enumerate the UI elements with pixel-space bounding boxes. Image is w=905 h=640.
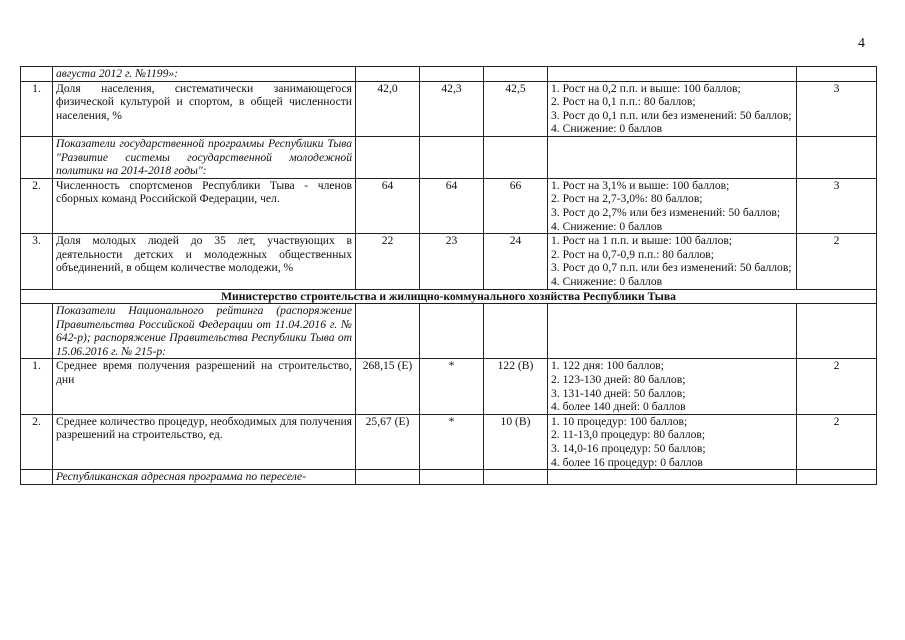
criteria-cell bbox=[548, 178, 797, 233]
criteria-line: 1. Рост на 1 п.п. и выше: 100 баллов; bbox=[551, 234, 733, 248]
subheader-text: Республиканская адресная программа по переселе- bbox=[53, 470, 356, 485]
criteria-line: 2. Рост на 0,7-0,9 п.п.: 80 баллов; bbox=[551, 247, 714, 261]
criteria-cell bbox=[548, 359, 797, 414]
indicator-name: Численность спортсменов Республики Тыва - членов сборных команд Российской Федерации, чел. bbox=[53, 178, 356, 233]
empty-cell bbox=[797, 67, 877, 82]
criteria-line: 1. 10 процедур: 100 баллов; bbox=[551, 414, 688, 428]
criteria-line: 2. 123-130 дней: 80 баллов; bbox=[551, 373, 686, 387]
criteria-line: 3. 14,0-16 процедур: 50 баллов; bbox=[551, 442, 706, 456]
empty-cell bbox=[356, 304, 420, 359]
empty-cell bbox=[484, 304, 548, 359]
score-cell: 3 bbox=[797, 81, 877, 136]
table-row bbox=[21, 234, 877, 289]
value-2: 42,3 bbox=[420, 81, 484, 136]
empty-cell bbox=[356, 470, 420, 485]
table-row bbox=[21, 136, 877, 178]
empty-cell bbox=[21, 304, 53, 359]
criteria-line: 3. Рост до 2,7% или без изменений: 50 баллов; bbox=[551, 205, 781, 219]
subheader-text: августа 2012 г. №1199»: bbox=[53, 67, 356, 82]
row-number: 3. bbox=[21, 234, 53, 289]
criteria-line: 1. 122 дня: 100 баллов; bbox=[551, 359, 664, 373]
row-number: 1. bbox=[21, 359, 53, 414]
indicator-name: Среднее количество процедур, необходимых для получения разрешений на строительство, ед. bbox=[53, 414, 356, 469]
value-3: 10 (В) bbox=[484, 414, 548, 469]
criteria-cell bbox=[548, 414, 797, 469]
criteria-line: 2. Рост на 2,7-3,0%: 80 баллов; bbox=[551, 192, 703, 206]
indicators-table bbox=[20, 66, 877, 485]
empty-cell bbox=[548, 67, 797, 82]
empty-cell bbox=[797, 136, 877, 178]
empty-cell bbox=[21, 67, 53, 82]
empty-cell bbox=[797, 304, 877, 359]
empty-cell bbox=[356, 136, 420, 178]
value-2: * bbox=[420, 359, 484, 414]
criteria-line: 1. Рост на 3,1% и выше: 100 баллов; bbox=[551, 178, 730, 192]
empty-cell bbox=[548, 470, 797, 485]
value-2: 23 bbox=[420, 234, 484, 289]
value-1: 25,67 (Е) bbox=[356, 414, 420, 469]
empty-cell bbox=[21, 136, 53, 178]
empty-cell bbox=[420, 304, 484, 359]
criteria-line: 2. Рост на 0,1 п.п.: 80 баллов; bbox=[551, 95, 696, 109]
empty-cell bbox=[548, 136, 797, 178]
section-heading: Министерство строительства и жилищно-коммунального хозяйства Республики Тыва bbox=[21, 289, 877, 304]
indicator-name: Доля молодых людей до 35 лет, участвующих в деятельности детских и молодежных общественных объединений, в общем количестве молодежи, % bbox=[53, 234, 356, 289]
criteria-line: 4. Снижение: 0 баллов bbox=[551, 219, 663, 233]
score-cell: 2 bbox=[797, 414, 877, 469]
subheader-text: Показатели государственной программы Республики Тыва "Развитие системы государственной молодежной политики на 2014-2018 годы": bbox=[53, 136, 356, 178]
row-number: 2. bbox=[21, 178, 53, 233]
value-3: 66 bbox=[484, 178, 548, 233]
row-number: 1. bbox=[21, 81, 53, 136]
criteria-line: 4. более 140 дней: 0 баллов bbox=[551, 400, 686, 414]
indicators-table-body bbox=[21, 67, 877, 485]
criteria-cell bbox=[548, 81, 797, 136]
score-cell: 2 bbox=[797, 234, 877, 289]
value-3: 42,5 bbox=[484, 81, 548, 136]
score-cell: 3 bbox=[797, 178, 877, 233]
subheader-text: Показатели Национального рейтинга (распоряжение Правительства Российской Федерации от 11.04.2016 г. № 642-р); распоряжение Правительства Республики Тыва от 15.06.2016 г. № 215-р: bbox=[53, 304, 356, 359]
empty-cell bbox=[420, 470, 484, 485]
criteria-line: 3. 131-140 дней: 50 баллов; bbox=[551, 386, 686, 400]
value-1: 268,15 (Е) bbox=[356, 359, 420, 414]
criteria-line: 4. Снижение: 0 баллов bbox=[551, 122, 663, 136]
criteria-cell bbox=[548, 234, 797, 289]
value-2: * bbox=[420, 414, 484, 469]
row-number: 2. bbox=[21, 414, 53, 469]
empty-cell bbox=[420, 136, 484, 178]
value-3: 24 bbox=[484, 234, 548, 289]
page-number: 4 bbox=[858, 36, 865, 51]
table-row bbox=[21, 289, 877, 304]
empty-cell bbox=[356, 67, 420, 82]
value-1: 22 bbox=[356, 234, 420, 289]
empty-cell bbox=[797, 470, 877, 485]
criteria-line: 4. Снижение: 0 баллов bbox=[551, 274, 663, 288]
value-2: 64 bbox=[420, 178, 484, 233]
table-row bbox=[21, 470, 877, 485]
empty-cell bbox=[21, 470, 53, 485]
criteria-line: 4. более 16 процедур: 0 баллов bbox=[551, 455, 703, 469]
empty-cell bbox=[420, 67, 484, 82]
table-row bbox=[21, 81, 877, 136]
criteria-line: 2. 11-13,0 процедур: 80 баллов; bbox=[551, 428, 706, 442]
indicator-name: Доля населения, систематически занимающегося физической культурой и спортом, в общей численности населения, % bbox=[53, 81, 356, 136]
table-row bbox=[21, 178, 877, 233]
empty-cell bbox=[548, 304, 797, 359]
value-1: 64 bbox=[356, 178, 420, 233]
empty-cell bbox=[484, 136, 548, 178]
table-row bbox=[21, 359, 877, 414]
indicator-name: Среднее время получения разрешений на строительство, дни bbox=[53, 359, 356, 414]
empty-cell bbox=[484, 67, 548, 82]
criteria-line: 3. Рост до 0,7 п.п. или без изменений: 50 баллов; bbox=[551, 261, 792, 275]
score-cell: 2 bbox=[797, 359, 877, 414]
criteria-line: 3. Рост до 0,1 п.п. или без изменений: 50 баллов; bbox=[551, 108, 792, 122]
value-3: 122 (В) bbox=[484, 359, 548, 414]
value-1: 42,0 bbox=[356, 81, 420, 136]
table-row bbox=[21, 67, 877, 82]
criteria-line: 1. Рост на 0,2 п.п. и выше: 100 баллов; bbox=[551, 81, 741, 95]
empty-cell bbox=[484, 470, 548, 485]
table-row bbox=[21, 414, 877, 469]
table-row bbox=[21, 304, 877, 359]
